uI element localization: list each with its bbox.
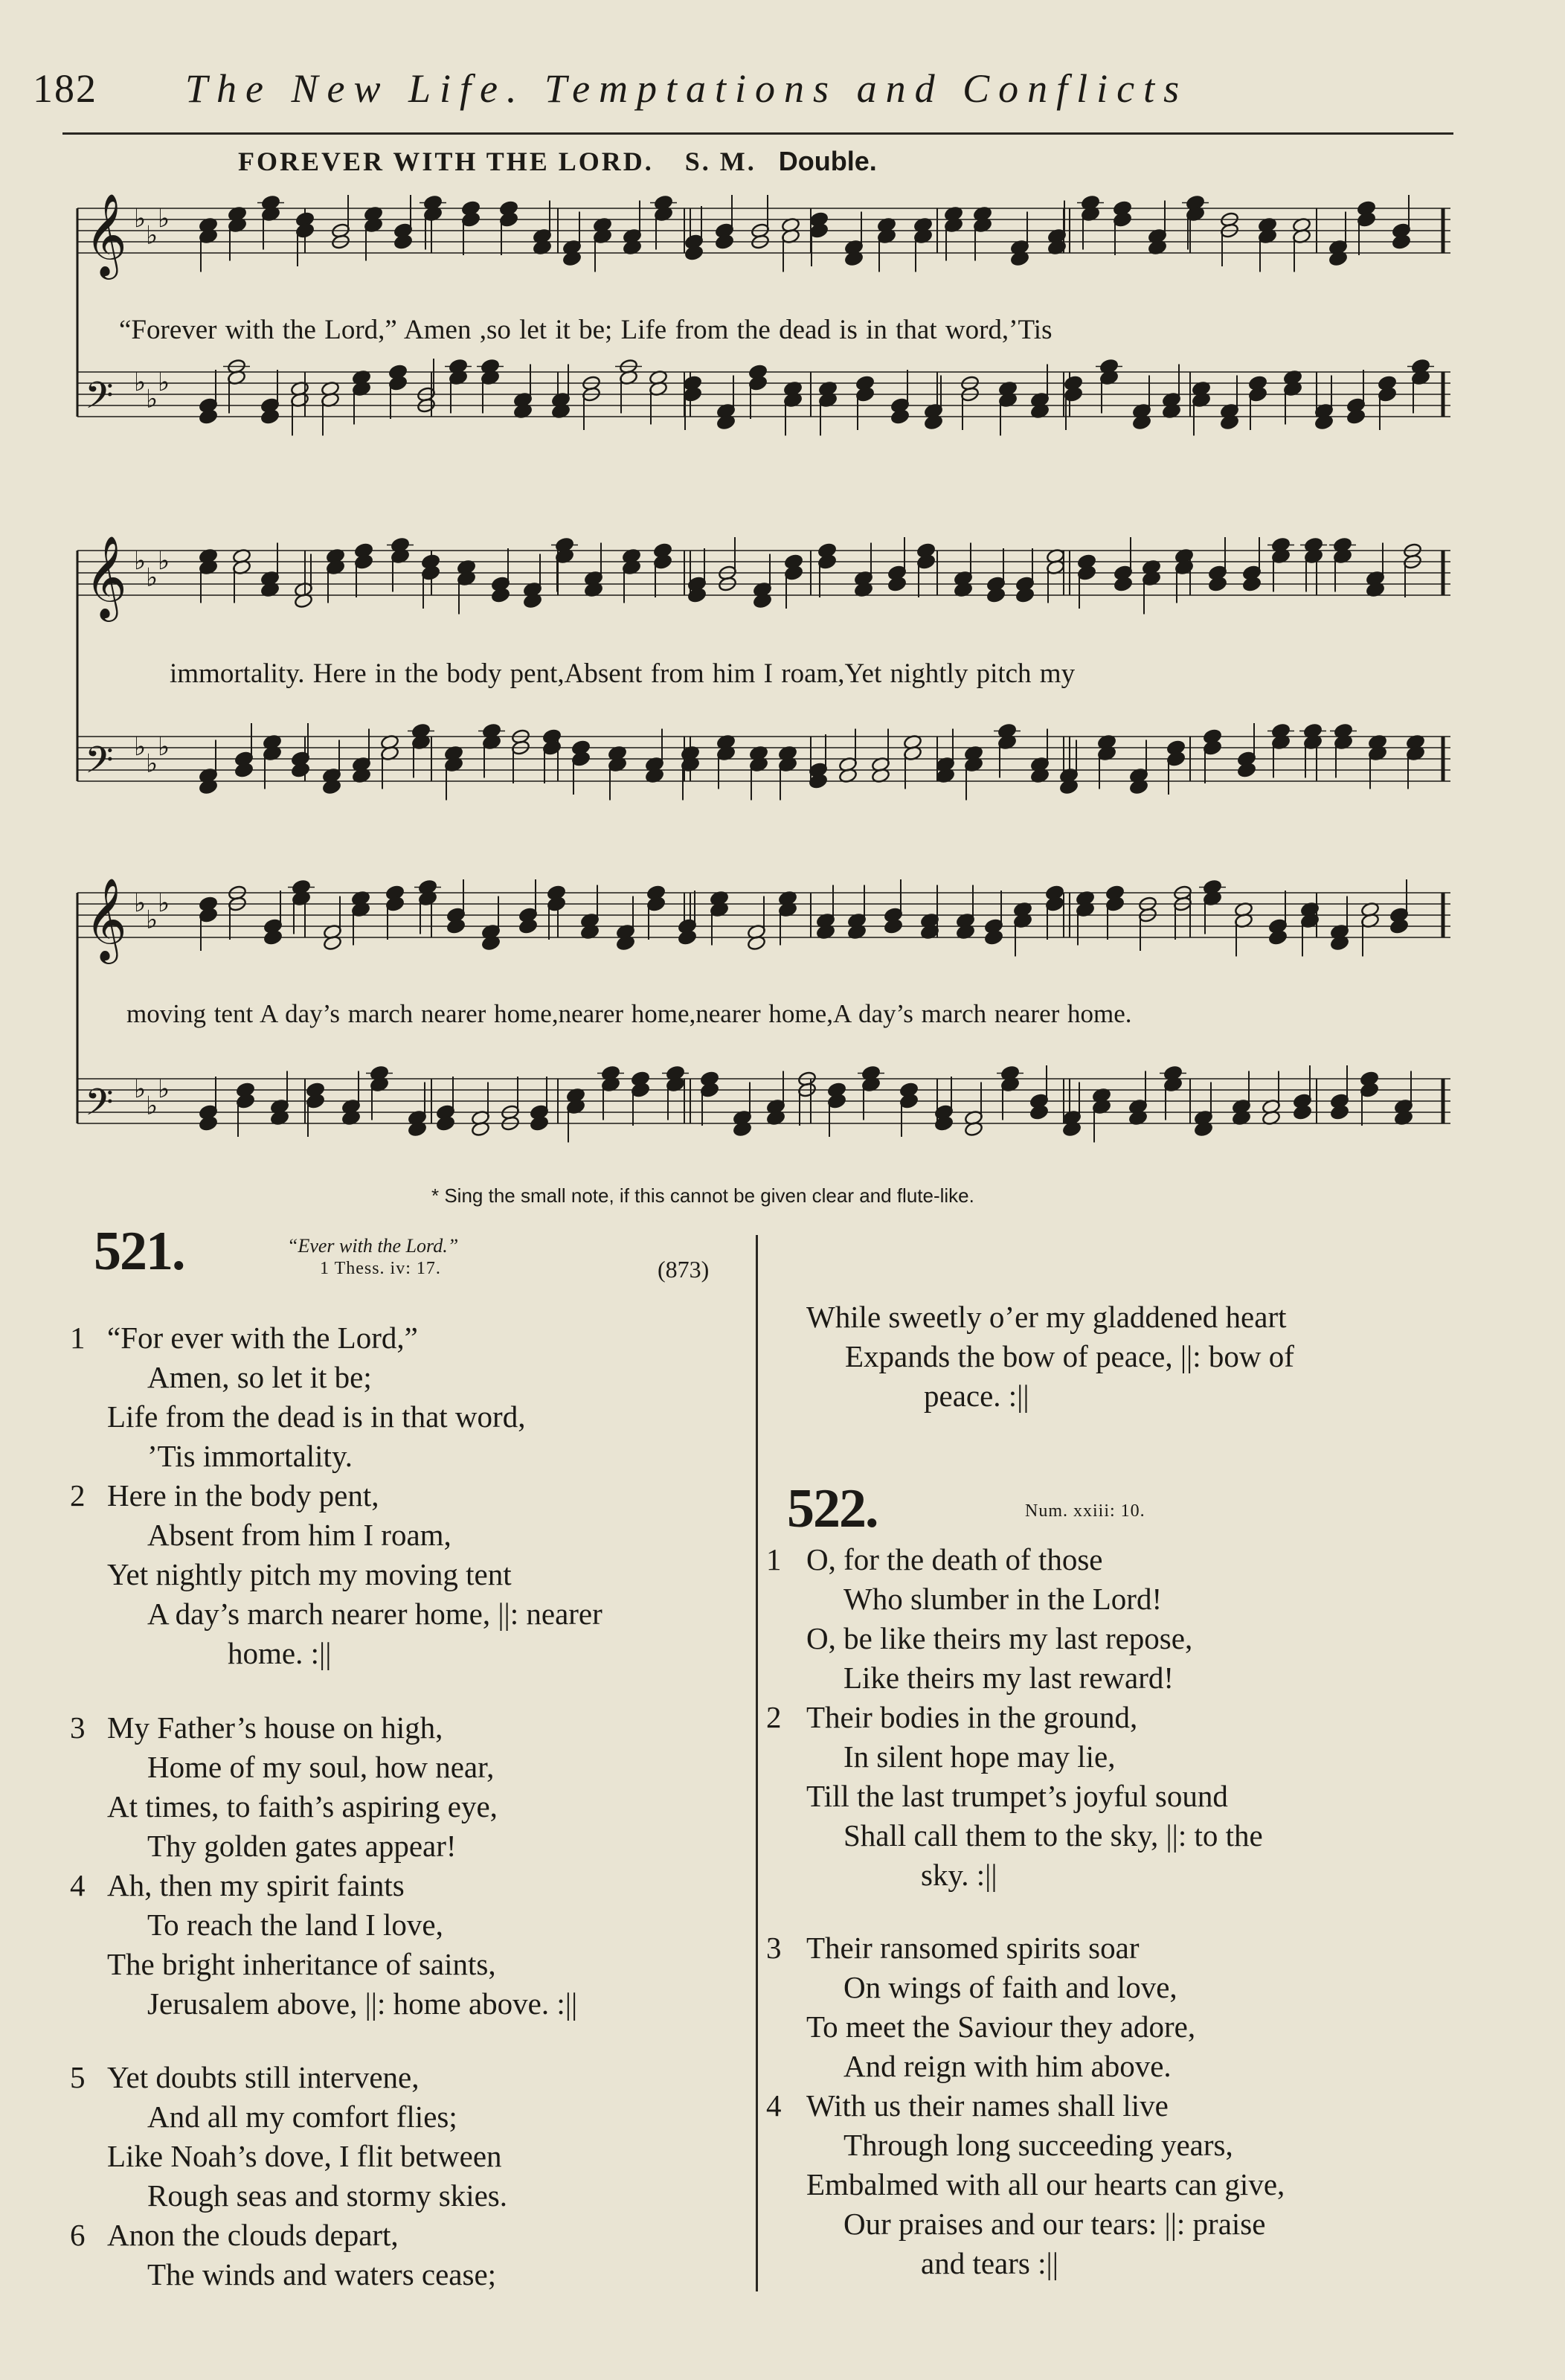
flat-icon: ♭ [146, 562, 158, 593]
lyric-line-1: “Forever with the Lord,” Amen ,so let it be; Life from the dead is in that word,’Tis [119, 315, 1053, 345]
page-header [33, 65, 1334, 125]
verse-number: 6 [70, 2218, 86, 2252]
verse-number: 2 [766, 1700, 782, 1734]
treble-clef-icon: 𝄞 [85, 193, 127, 276]
verse-line: Amen, so let it be; [147, 1360, 372, 1394]
verse-number: 3 [766, 1931, 782, 1965]
bass-clef-icon: 𝄢 [85, 1081, 114, 1133]
verse-line: And reign with him above. [843, 2049, 1172, 2083]
verse-line: To meet the Saviour they adore, [806, 2009, 1196, 2044]
hymn-521-verse-3 [70, 1708, 498, 1866]
flat-icon: ♭ [134, 368, 147, 397]
verse-line: Absent from him I roam, [147, 1518, 451, 1552]
flat-icon: ♭ [158, 1074, 170, 1104]
flat-icon: ♭ [146, 220, 158, 251]
hymn-521-verse-1 [70, 1318, 525, 1476]
verse-number: 2 [70, 1478, 86, 1513]
verse-line: On wings of faith and love, [843, 1970, 1177, 2004]
treble-clef-icon: 𝄞 [85, 878, 127, 960]
flat-icon: ♭ [146, 905, 158, 935]
hymn-521-verse-5 [70, 2058, 507, 2216]
verse-number: 1 [70, 1321, 86, 1355]
tune-title [238, 146, 877, 177]
verse-number: 3 [70, 1710, 86, 1745]
hymn-521-verse-6b [771, 1298, 1294, 1416]
hymn-522-verse-4 [766, 2086, 1285, 2283]
verse-line: Ah, then my spirit faints [107, 1868, 405, 1902]
tune-name: FOREVER WITH THE LORD. [238, 147, 654, 176]
flat-icon: ♭ [134, 204, 147, 234]
verse-line: “For ever with the Lord,” [107, 1321, 418, 1355]
hymn-522-ref-scripture: Num. xxiii: 10. [1025, 1501, 1145, 1521]
hymn-521-verse-4 [70, 1866, 577, 2024]
flat-icon: ♭ [134, 732, 147, 762]
tune-meter: S. M. [684, 147, 756, 176]
flat-icon: ♭ [134, 1074, 147, 1104]
verse-line: Through long succeeding years, [843, 2128, 1233, 2162]
flat-icon: ♭ [158, 888, 170, 918]
column-divider [756, 1235, 758, 2291]
flat-icon: ♭ [158, 546, 170, 576]
verse-line: The winds and waters cease; [147, 2257, 497, 2291]
verse-line: Rough seas and stormy skies. [147, 2178, 507, 2213]
verse-line: In silent hope may lie, [843, 1739, 1116, 1774]
hymn-522-verse-2 [766, 1698, 1263, 1895]
verse-line: Yet nightly pitch my moving tent [107, 1557, 512, 1591]
verse-line: Life from the dead is in that word, [107, 1399, 526, 1434]
verse-number: 4 [70, 1868, 86, 1902]
verse-line: ’Tis immortality. [147, 1439, 353, 1473]
bass-clef-icon: 𝄢 [85, 739, 114, 791]
flat-icon: ♭ [146, 1091, 158, 1121]
hymn-521-verse-6a [70, 2216, 496, 2294]
verse-line: Expands the bow of peace, ||: bow of [845, 1339, 1294, 1373]
verse-number: 1 [766, 1542, 782, 1576]
hymn-521-verse-2 [70, 1476, 602, 1673]
verse-line: While sweetly o’er my gladdened heart [806, 1300, 1287, 1334]
hymn-521-header [94, 1220, 184, 1283]
lyric-line-3: moving tent A day’s march nearer home,nearer home,nearer home,A day’s march nearer home. [126, 999, 1132, 1028]
lyric-line-2: immortality. Here in the body pent,Absent from him I roam,Yet nightly pitch my [170, 658, 1076, 689]
page-number: 182 [33, 66, 97, 111]
verse-number: 4 [766, 2088, 782, 2123]
verse-line: With us their names shall live [806, 2088, 1169, 2123]
verse-line: Their ransomed spirits soar [806, 1931, 1140, 1965]
hymn-521-ref-scripture: 1 Thess. iv: 17. [320, 1259, 441, 1278]
verse-number: 5 [70, 2060, 86, 2094]
verse-line: Embalmed with all our hearts can give, [806, 2167, 1285, 2201]
verse-line: peace. :|| [924, 1379, 1029, 1413]
verse-line: O, be like theirs my last repose, [806, 1621, 1193, 1655]
verse-line: Home of my soul, how near, [147, 1750, 495, 1784]
verse-line: Here in the body pent, [107, 1478, 379, 1513]
verse-line: Their bodies in the ground, [806, 1700, 1138, 1734]
hymn-521-ref-num: (873) [658, 1256, 710, 1283]
verse-line: Shall call them to the sky, ||: to the [843, 1818, 1263, 1853]
footnote: * Sing the small note, if this cannot be given clear and flute-like. [431, 1184, 974, 1207]
verse-line: Thy golden gates appear! [147, 1829, 457, 1863]
verse-line: sky. :|| [921, 1858, 997, 1892]
bass-clef-icon: 𝄢 [85, 374, 114, 426]
hymn-522-verse-3 [766, 1928, 1195, 2086]
verse-line: Like Noah’s dove, I flit between [107, 2139, 502, 2173]
hymn-521-number: 521. [94, 1221, 184, 1282]
verse-line: O, for the death of those [806, 1542, 1103, 1576]
flat-icon: ♭ [134, 888, 147, 918]
flat-icon: ♭ [158, 204, 170, 234]
verse-line: Anon the clouds depart, [107, 2218, 399, 2252]
verse-line: Who slumber in the Lord! [843, 1582, 1163, 1616]
verse-line: Like theirs my last reward! [843, 1661, 1174, 1695]
verse-line: And all my comfort flies; [147, 2100, 457, 2134]
verse-line: and tears :|| [921, 2246, 1058, 2280]
flat-icon: ♭ [158, 732, 170, 762]
flat-icon: ♭ [146, 748, 158, 779]
flat-icon: ♭ [134, 546, 147, 576]
tune-double: Double. [778, 146, 877, 176]
verse-line: Our praises and our tears: ||: praise [843, 2207, 1266, 2241]
hymn-522-number: 522. [787, 1478, 878, 1539]
verse-line: My Father’s house on high, [107, 1710, 443, 1745]
header-rule [62, 132, 1453, 135]
hymn-522-header [787, 1478, 878, 1541]
flat-icon: ♭ [146, 384, 158, 414]
verse-line: Yet doubts still intervene, [107, 2060, 420, 2094]
verse-line: Jerusalem above, ||: home above. :|| [147, 1986, 578, 2021]
verse-line: To reach the land I love, [147, 1908, 443, 1942]
verse-line: The bright inheritance of saints, [107, 1947, 496, 1981]
verse-line: Till the last trumpet’s joyful sound [806, 1779, 1228, 1813]
verse-line: home. :|| [228, 1636, 332, 1670]
hymn-522-verse-1 [766, 1540, 1192, 1698]
verse-line: At times, to faith’s aspiring eye, [107, 1789, 498, 1824]
flat-icon: ♭ [158, 368, 170, 397]
verse-line: A day’s march nearer home, ||: nearer [147, 1597, 602, 1631]
hymn-521-ref-quote: “Ever with the Lord.” [287, 1235, 459, 1257]
running-title: The New Life. Temptations and Conflicts [185, 66, 1189, 111]
treble-clef-icon: 𝄞 [85, 536, 127, 618]
